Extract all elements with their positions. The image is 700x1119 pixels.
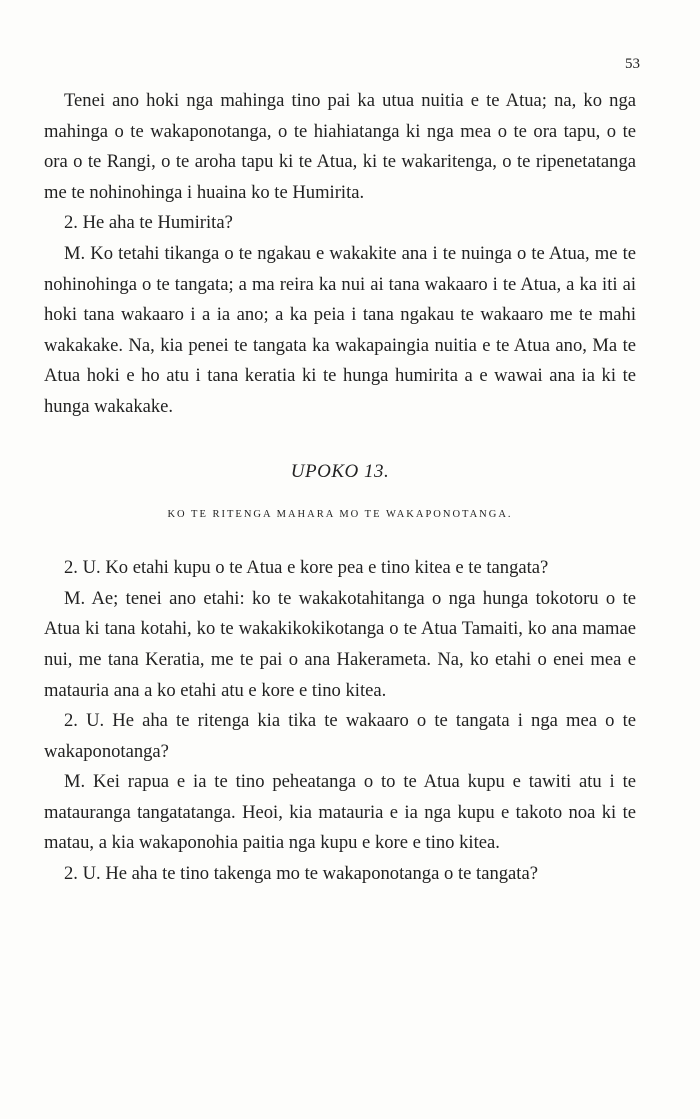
paragraph: Tenei ano hoki nga mahinga tino pai ka utua nuitia e te Atua; na, ko nga mahinga o te wakaponotanga, o te hiahiatanga ki nga mea o te ora tapu, o te ora o te Rangi, o te aroha tapu ki te Atua, ki te wakaritenga, o te ripenetatanga me te nohinohinga i huaina ko te Humirita. xyxy=(44,90,636,203)
page-number: 53 xyxy=(625,56,640,72)
answer: M. Ae; tenei ano etahi: ko te wakakotahitanga o nga hunga tokotoru o te Atua ki tana kotahi, ko te wakakikokikotanga o te Atua Tamaiti, ko ana mamae nui, me tana Keratia, me te pai o ana Hakerameta. Na, ko etahi o enei mea e matauria ana a ko etahi atu e kore e tino kitea. xyxy=(44,587,636,701)
question: 2. U. He aha te tino takenga mo te wakaponotanga o te tangata? xyxy=(64,863,538,885)
chapter-subtitle: KO TE RITENGA MAHARA MO TE WAKAPONOTANGA. xyxy=(167,509,513,521)
page-body xyxy=(44,86,636,890)
chapter-title: UPOKO 13. xyxy=(290,460,390,482)
answer: M. Ko tetahi tikanga o te ngakau e wakakite ana i te nuinga o te Atua, me te nohinohinga o te tangata; a ma reira ka nui ai tana wakaaro i te Atua, a ka iti ai hoki tana wakaaro i a ia ano; a ka peia i tana ngakau te wakaaro me te mahi wakakake. Na, kia penei te tangata ka wakapaingia nuitia e te Atua ano, Ma te Atua hoki e ho atu i tana keratia ki te hunga humirita a e wawai ana ia ki te hunga wakakake. xyxy=(44,242,636,417)
answer: M. Kei rapua e ia te tino peheatanga o to te Atua kupu e tawiti atu i te matauranga tangatatanga. Heoi, kia matauria e ia nga kupu e takoto noa ki te matau, a kia wakaponohia paitia nga kupu e kore e tino kitea. xyxy=(44,771,636,854)
question: 2. He aha te Humirita? xyxy=(64,212,233,234)
question: 2. U. Ko etahi kupu o te Atua e kore pea e tino kitea e te tangata? xyxy=(64,557,549,579)
question: 2. U. He aha te ritenga kia tika te wakaaro o te tangata i nga mea o te wakaponotanga? xyxy=(44,710,636,762)
